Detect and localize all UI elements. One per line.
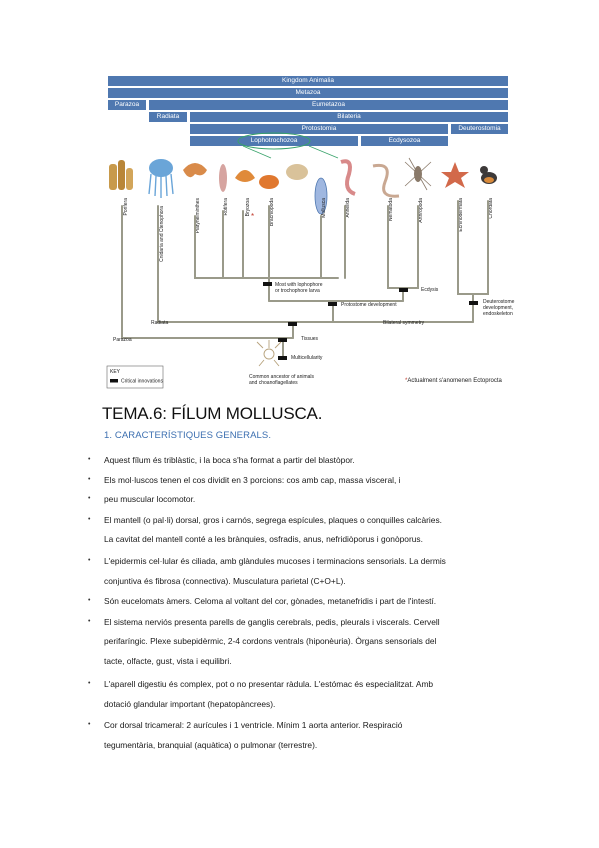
label-radiata: Radiata — [151, 320, 169, 326]
list-line: tegumentària, branquial (aquàtica) o pulmonar (terrestre). — [104, 740, 318, 750]
taxon-label: Mollusca — [321, 198, 327, 218]
taxon-label: Brachiopoda — [269, 198, 275, 227]
phylogeny-tree — [103, 66, 515, 396]
taxon-label: Nematoda — [388, 198, 394, 222]
lophotrochozoa-highlight — [238, 133, 310, 149]
jellyfish-icon — [149, 159, 173, 198]
bar-eumetazoa: Eumetazoa — [149, 100, 508, 110]
taxon-label: Chordata — [488, 198, 494, 219]
list-line: tacte, olfacte, gust, vista i equilibri. — [104, 656, 232, 666]
bryozoan-icon — [235, 170, 255, 182]
list-line: conjuntiva és fibrosa (connectiva). Musculatura parietal (C+O+L). — [104, 576, 346, 586]
list-line: dotació glandular important (hepatopàncrees). — [104, 699, 276, 709]
label-parazoa: Parazoa — [113, 337, 132, 343]
bar-protostomia: Protostomia — [190, 124, 448, 134]
list-line: Cor dorsal tricameral: 2 aurícules i 1 ventricle. Mínim 1 aorta anterior. Respiració — [104, 720, 403, 730]
annelid-icon — [341, 161, 355, 194]
ectoprocta-note: *Actualment s'anomenen Ectoprocta — [405, 378, 502, 384]
phylogeny-figure — [103, 66, 515, 396]
choanoflagellate-icon — [257, 340, 281, 366]
label-lophophore: Most with lophophore or trochophore larva — [275, 282, 323, 294]
nematode-icon — [373, 165, 399, 196]
svg-text:Critical innovations: Critical innovations — [121, 378, 163, 385]
label-deuterostome: Deuterostome development, endoskeleton — [483, 299, 515, 317]
label-ecdysis: Ecdysis — [421, 287, 439, 293]
bullet-marker: • — [88, 456, 91, 463]
bar-ecdysozoa: Ecdysozoa — [361, 136, 448, 146]
bird-icon — [480, 166, 497, 184]
bullet-marker: • — [88, 476, 91, 483]
taxon-label: Porifera — [123, 198, 129, 216]
taxon-label: Platyhelminthes — [195, 198, 201, 234]
page-title: TEMA.6: FÍLUM MOLLUSCA. — [102, 404, 323, 423]
brachiopod-icon — [259, 175, 279, 189]
list-line: Els mol·luscos tenen el cos dividit en 3 porcions: cos amb cap, massa visceral, i — [104, 475, 401, 485]
bullet-marker: • — [88, 516, 91, 523]
bullet-marker: • — [88, 618, 91, 625]
list-line: Aquest fílum és triblàstic, i la boca s'ha format a partir del blastòpor. — [104, 455, 355, 465]
list-line: Són eucelomats àmers. Celoma al voltant del cor, gònades, metanefridis i part de l'intestí. — [104, 596, 437, 606]
porifera-icon — [109, 160, 133, 190]
label-bilateral: Bilateral symmetry — [383, 320, 425, 326]
taxon-label: Cnidaria and Ctenophora — [159, 206, 165, 262]
bar-metazoa: Metazoa — [108, 88, 508, 98]
flatworm-icon — [183, 163, 207, 177]
arthropod-icon — [405, 158, 431, 190]
bullet-marker: • — [88, 680, 91, 687]
bar-deuterostomia: Deuterostomia — [451, 124, 508, 134]
list-line: perifaríngic. Plexe subepidèrmic, 2-4 cordons ventrals (hiponèuria). Òrgans sensorials del — [104, 636, 437, 646]
label-ancestor: Common ancestor of animals and choanoflagellates — [249, 374, 315, 386]
bryozoa-star: * — [251, 212, 255, 221]
taxon-label: Arthropoda — [418, 198, 424, 223]
label-protostome: Protostome development — [341, 302, 397, 308]
echinoderm-icon — [441, 162, 469, 188]
label-multicellularity: Multicellularity — [291, 355, 323, 361]
bullet-marker: • — [88, 597, 91, 604]
bar-kingdom-animalia: Kingdom Animalia — [108, 76, 508, 86]
taxon-label: Rotifera — [223, 198, 229, 216]
bullet-marker: • — [88, 721, 91, 728]
bar-parazoa: Parazoa — [108, 100, 146, 110]
section-heading: 1. CARACTERÍSTIQUES GENERALS. — [104, 430, 272, 441]
bullet-marker: • — [88, 495, 91, 502]
rotifer-icon — [219, 164, 227, 192]
list-line: El mantell (o pal·li) dorsal, gros i carnós, segrega espícules, plaques o conquilles calcàries. — [104, 515, 442, 525]
bullet-marker: • — [88, 557, 91, 564]
taxon-label: Bryozoa — [245, 198, 251, 217]
list-line: El sistema nerviós presenta parells de ganglis cerebrals, pedis, pleurals i viscerals. Cervell — [104, 617, 440, 627]
taxon-label: Annelida — [345, 198, 351, 218]
svg-text:KEY: KEY — [110, 369, 121, 375]
list-line: L'epidermis cel·lular és ciliada, amb glàndules mucoses i terminacions sensorials. La dermis — [104, 556, 446, 566]
list-line: L'aparell digestiu és complex, pot o no presentar ràdula. L'estómac és especialitzat. Amb — [104, 679, 434, 689]
figure-key — [107, 366, 163, 388]
list-line: peu muscular locomotor. — [104, 494, 196, 504]
label-tissues: Tissues — [301, 336, 319, 342]
bar-lophotrochozoa: Lophotrochozoa — [190, 136, 358, 146]
list-line: La cavitat del mantell conté a les brànquies, osfradis, anus, nefridiòporus i gonòporus. — [104, 534, 423, 544]
taxon-label: Echinodermata — [458, 198, 464, 232]
bar-bilateria: Bilateria — [190, 112, 508, 122]
bar-radiata: Radiata — [149, 112, 187, 122]
